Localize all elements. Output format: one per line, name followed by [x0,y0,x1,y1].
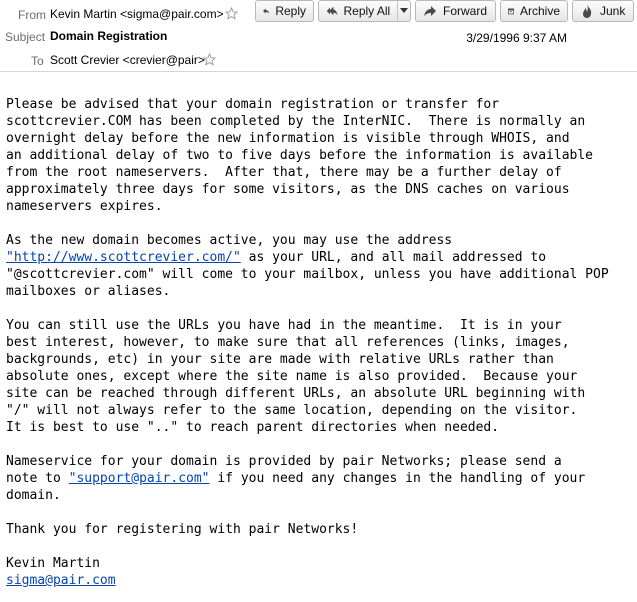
reply-all-button[interactable] [318,0,411,22]
chevron-down-icon [400,8,408,14]
subject-value: Domain Registration [50,29,168,43]
body-paragraph-4-prefix: note to [6,471,69,486]
to-value[interactable]: Scott Crevier <crevier@pair> [50,53,205,67]
reply-all-dropdown[interactable] [397,1,410,21]
reply-label: Reply [275,4,306,18]
junk-button[interactable] [572,0,634,22]
subject-label: Subject [5,30,46,44]
from-value[interactable]: Kevin Martin <sigma@pair.com> [50,7,224,21]
archive-icon [507,3,515,19]
forward-icon [422,3,438,19]
star-icon[interactable] [225,7,238,20]
archive-label: Archive [519,4,560,18]
junk-label: Junk [600,4,626,18]
body-paragraph-4-rest: if you need any changes in the handling of your domain. [6,471,586,503]
reply-all-icon [325,3,339,19]
forward-button[interactable] [415,0,496,22]
signature-name: Kevin Martin [6,556,100,571]
forward-label: Forward [443,4,488,18]
to-label: To [31,54,44,68]
archive-button[interactable] [500,0,568,22]
junk-flame-icon [579,3,595,19]
message-header [0,0,637,72]
body-paragraph-4-intro: Nameservice for your domain is provided by pair Networks; please send a [6,454,562,469]
body-paragraph-3: You can still use the URLs you have had in the meantime. It is in your best interest, however, to make sure that all references (links, images, backgrounds, etc) in your site are made with relative URLs rather than absolute ones, except where the site name is also provided. Because your site can be reached through different URLs, an absolute URL beginning with "/" will not always refer to the same location, depending on the visitor. It is best to use ".." to reach parent directories when needed. [6,318,586,435]
message-body [6,96,609,589]
support-email-link[interactable]: "support@pair.com" [68,471,210,486]
message-date: 3/29/1996 9:37 AM [466,31,567,45]
website-url-link[interactable]: "http://www.scottcrevier.com/" [6,250,241,265]
reply-icon [262,3,270,19]
body-paragraph-2-cont: as your URL, and all mail addressed to [240,250,547,265]
star-icon[interactable] [203,53,216,66]
body-paragraph-1: Please be advised that your domain registration or transfer for scottcrevier.COM has been completed by the InterNIC. There is normally an overnight delay before the new information is visible through WHOIS, and an additional delay of two to five days before the information is available from the root nameservers. After that, there may be a further delay of approximately three days for some visitors, as the DNS caches on various nameservers expires. [6,97,593,214]
signature-email-link[interactable]: sigma@pair.com [6,573,116,588]
body-paragraph-5: Thank you for registering with pair Networks! [6,522,359,537]
body-paragraph-2-rest: "@scottcrevier.com" will come to your mailbox, unless you have additional POP mailboxes or aliases. [6,267,609,299]
reply-button[interactable] [255,0,314,22]
from-label: From [18,8,46,22]
reply-all-label: Reply All [343,4,391,18]
body-paragraph-2-intro: As the new domain becomes active, you may use the address [6,233,453,248]
